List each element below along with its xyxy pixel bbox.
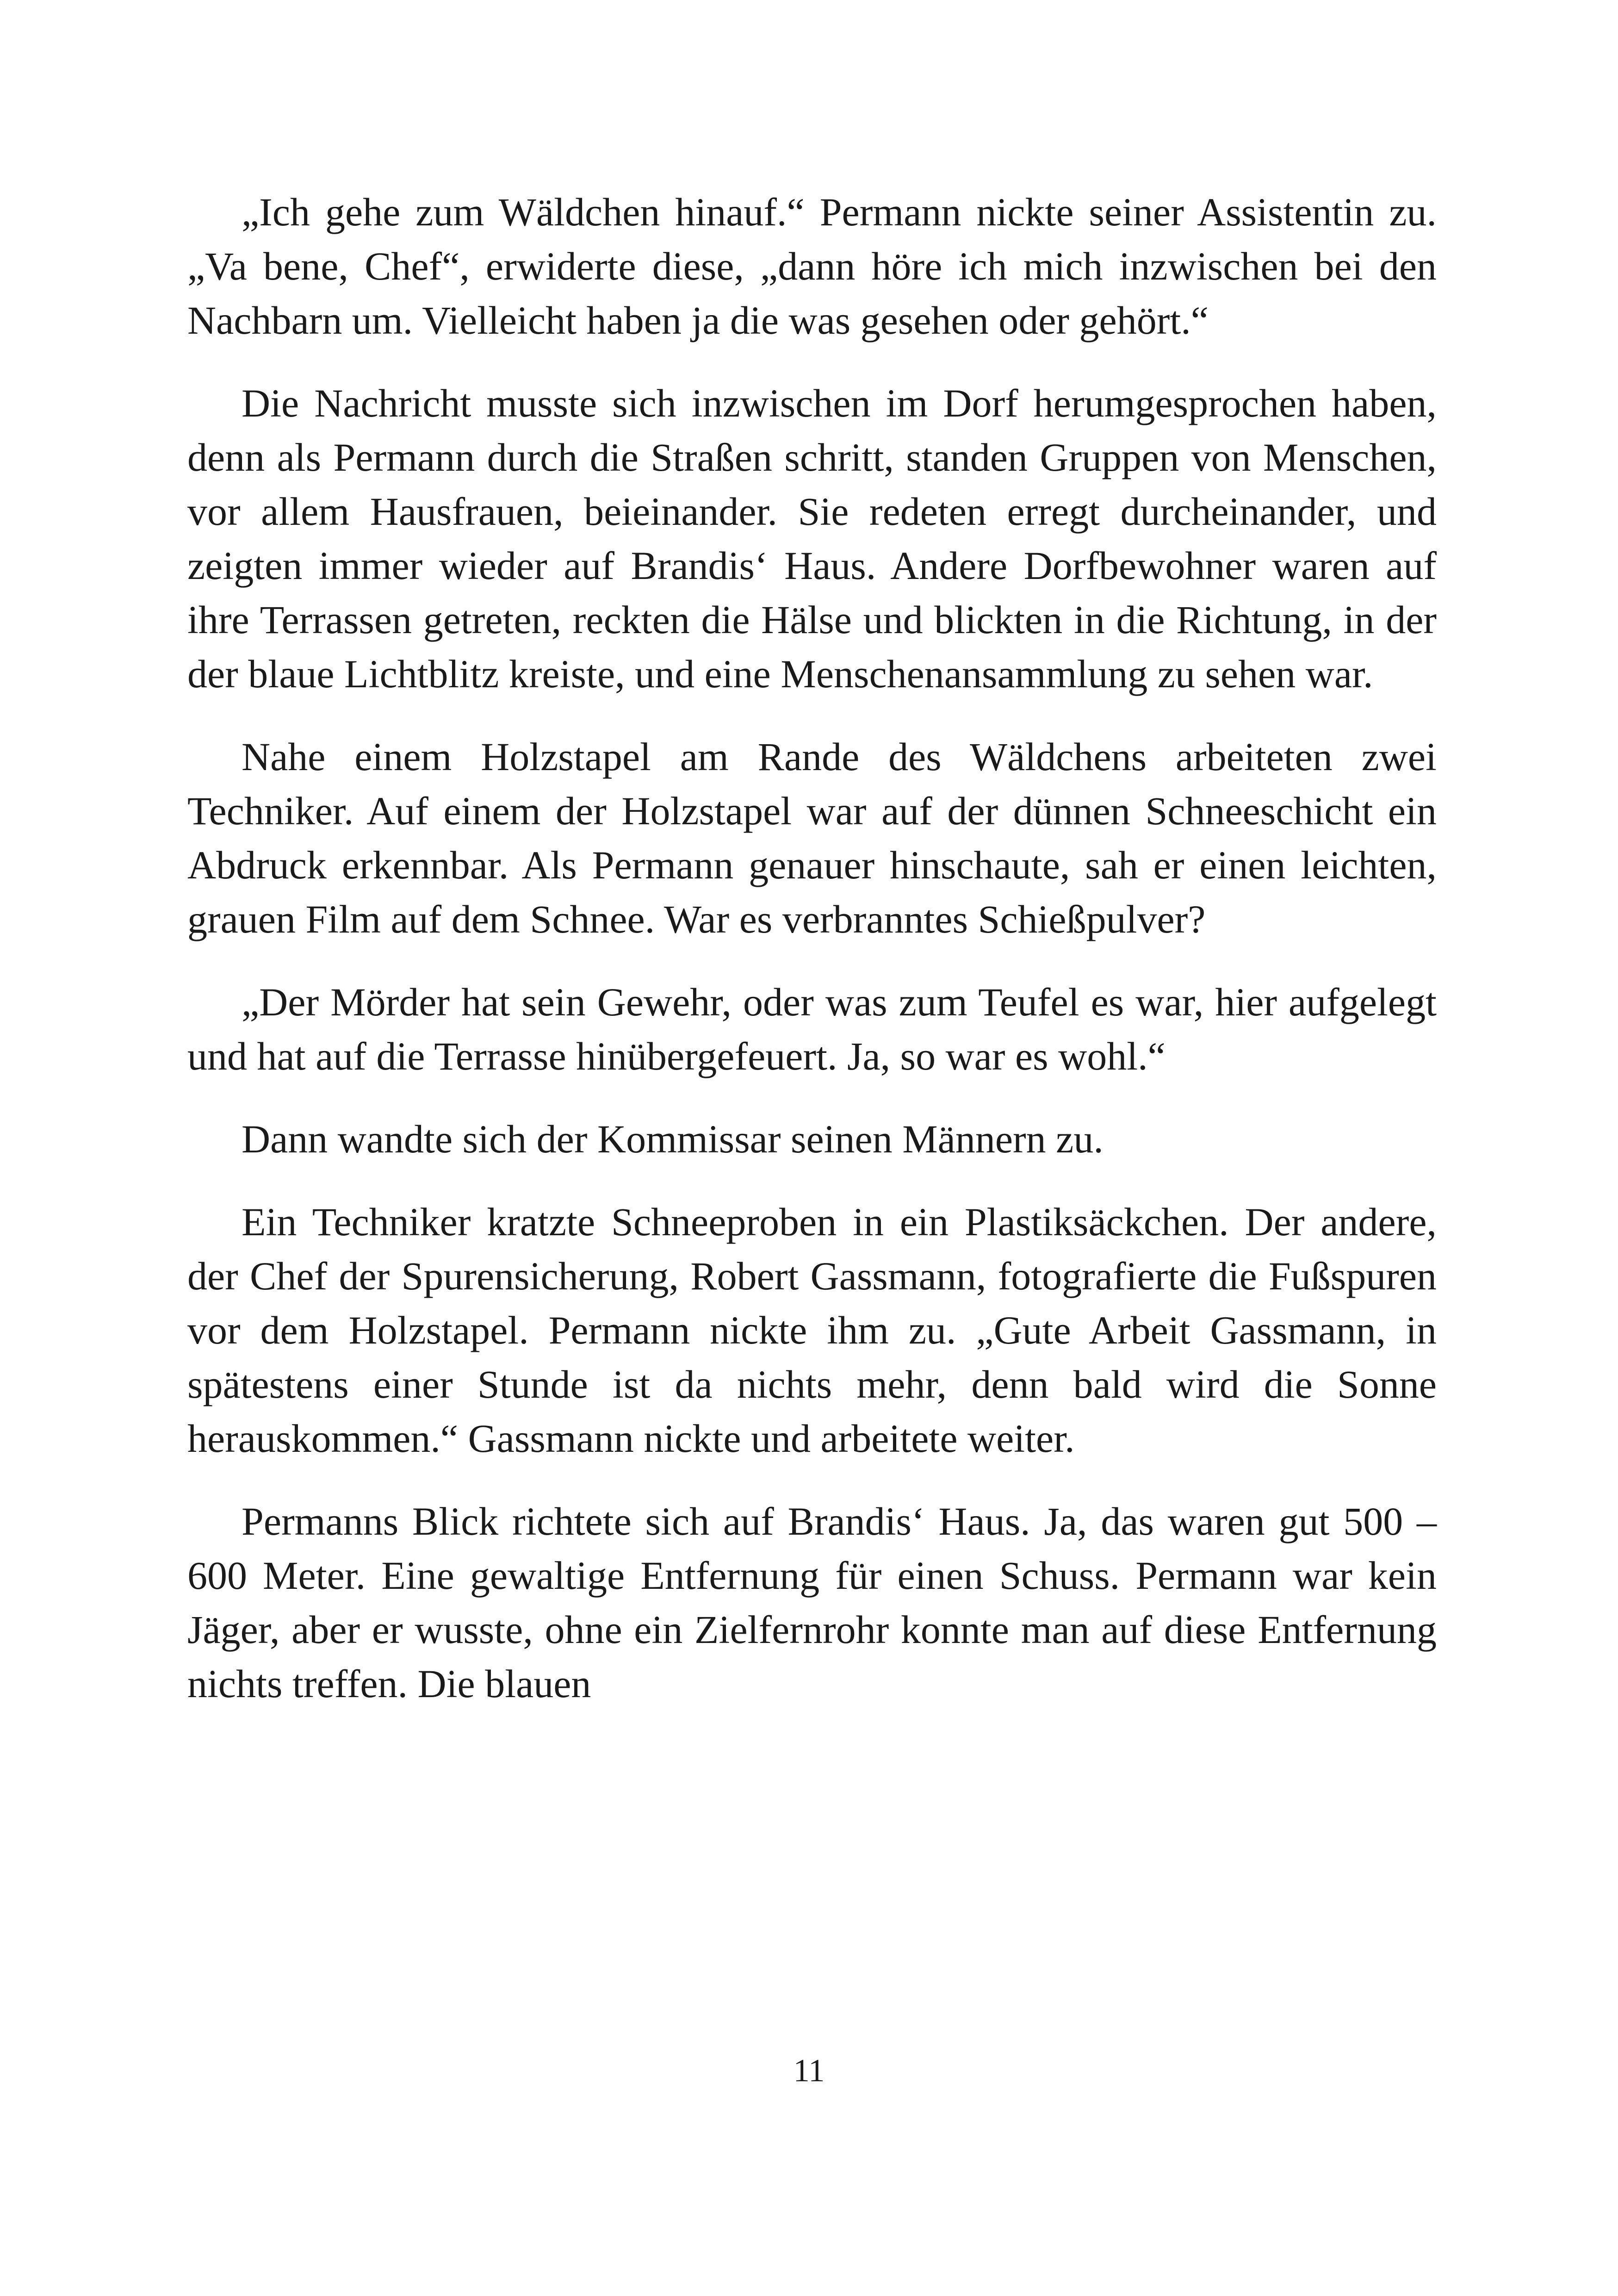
- paragraph-6: Ein Techniker kratzte Schneeproben in ein Plastiksäckchen. Der andere, der Chef der Spurensicherung, Robert Gassmann, fotografierte die Fußspuren vor dem Holzstapel. Permann nickte ihm zu. „Gute Arbeit Gassmann, in spätestens einer Stunde ist da nichts mehr, denn bald wird die Sonne herauskommen.“ Gassmann nickte und arbeitete weiter.: [187, 1200, 1437, 1461]
- paragraph-3: Nahe einem Holzstapel am Rande des Wäldchens arbeiteten zwei Techniker. Auf einem der Holzstapel war auf der dünnen Schneeschicht ein Abdruck erkennbar. Als Permann genauer hinschaute, sah er einen leichten, grauen Film auf dem Schnee. War es verbranntes Schießpulver?: [187, 734, 1437, 941]
- paragraph-7: Permanns Blick richtete sich auf Brandis‘ Haus. Ja, das waren gut 500 – 600 Meter. Eine gewaltige Entfernung für einen Schuss. Permann war kein Jäger, aber er wusste, ohne ein Zielfernrohr konnte man auf diese Entfernung nichts treffen. Die blauen: [187, 1499, 1437, 1706]
- page-number: 11: [793, 2053, 825, 2089]
- paragraph-4: „Der Mörder hat sein Gewehr, oder was zum Teufel es war, hier aufgelegt und hat auf die Terrasse hinübergefeuert. Ja, so war es wohl.“: [187, 980, 1437, 1078]
- paragraph-1: „Ich gehe zum Wäldchen hinauf.“ Permann nickte seiner Assistentin zu. „Va bene, Chef“, erwiderte diese, „dann höre ich mich inzwischen bei den Nachbarn um. Vielleicht haben ja die was gesehen oder gehört.“: [187, 190, 1437, 342]
- paragraph-2: Die Nachricht musste sich inzwischen im Dorf herumgesprochen haben, denn als Permann durch die Straßen schritt, standen Gruppen von Menschen, vor allem Hausfrauen, beieinander. Sie redeten erregt durcheinander, und zeigten immer wieder auf Brandis‘ Haus. Andere Dorfbewohner waren auf ihre Terrassen getreten, reckten die Hälse und blickten in die Richtung, in der der blaue Lichtblitz kreiste, und eine Menschenansammlung zu sehen war.: [187, 381, 1437, 696]
- body-text: [187, 185, 1437, 1740]
- paragraph-5: Dann wandte sich der Kommissar seinen Männern zu.: [242, 1117, 1103, 1161]
